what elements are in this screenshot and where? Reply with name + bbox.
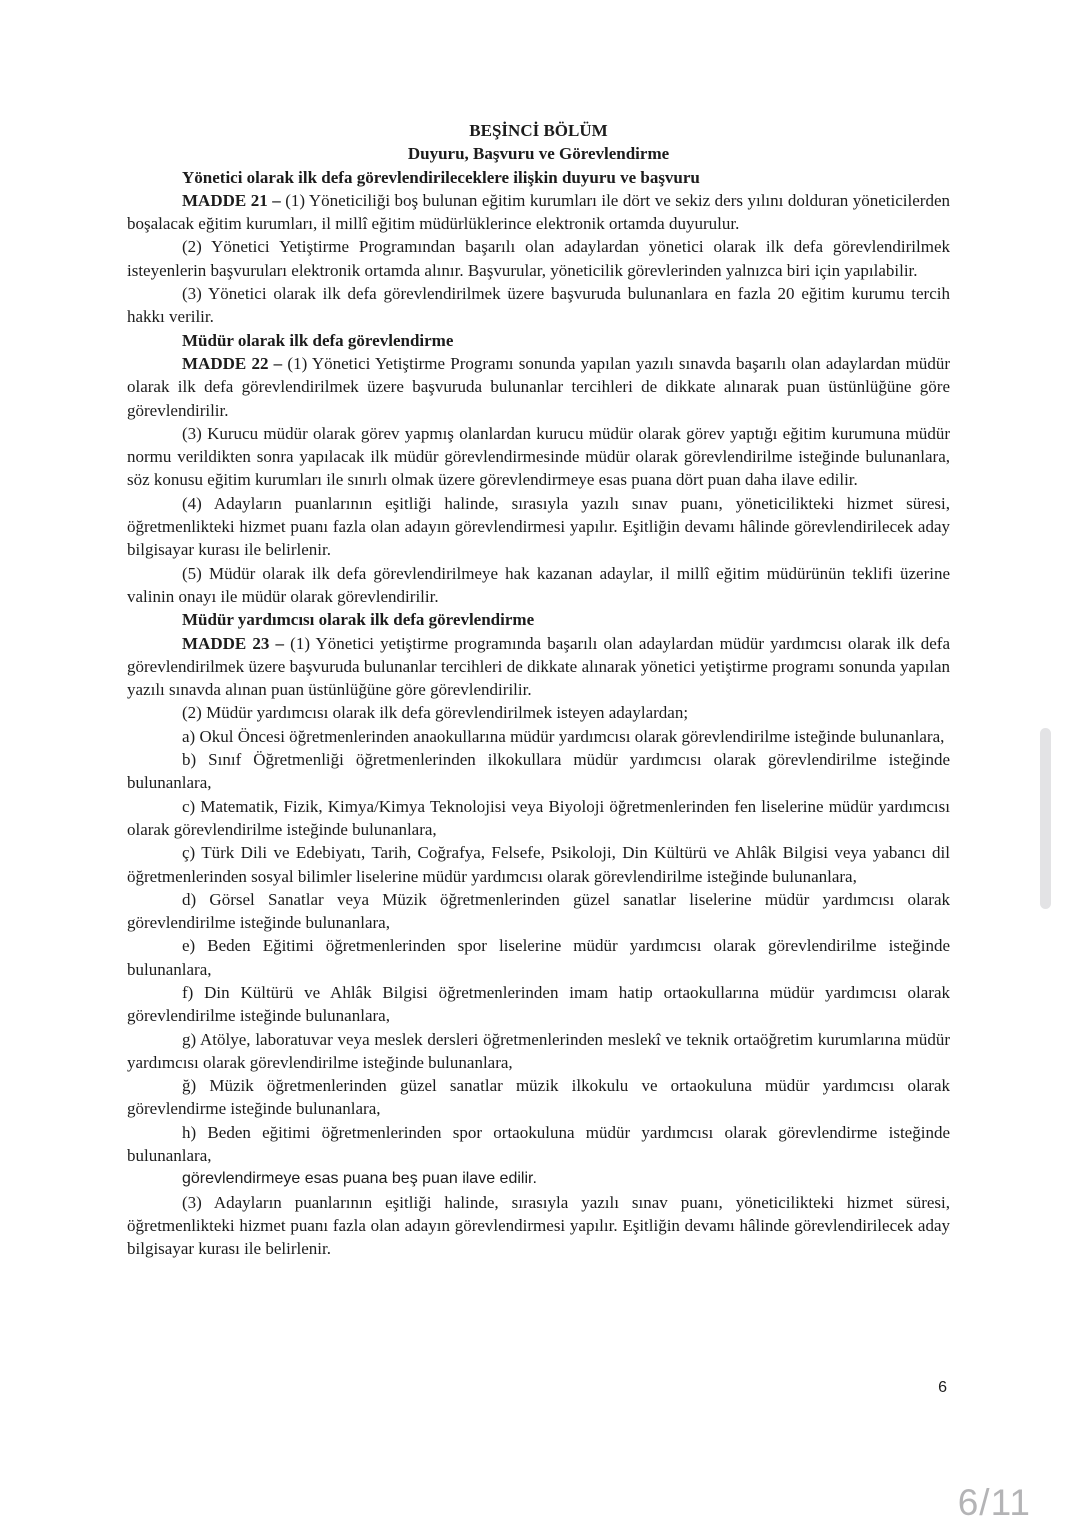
- scrollbar-thumb[interactable]: [1040, 728, 1051, 909]
- chapter-heading: BEŞİNCİ BÖLÜM: [469, 121, 608, 140]
- section-heading: Müdür olarak ilk defa görevlendirme: [182, 330, 454, 350]
- closing-clause: görevlendirmeye esas puana beş puan ilave edilir.: [182, 1170, 537, 1188]
- list-item: d) Görsel Sanatlar veya Müzik öğretmenlerinden güzel sanatlar liselerine müdür yardımcısı olarak görevlendirilme isteğinde bulunanlara,: [127, 889, 950, 933]
- article-paragraph: (2) Müdür yardımcısı olarak ilk defa görevlendirilmek isteyen adaylardan;: [182, 703, 689, 723]
- article-paragraph: (3) Kurucu müdür olarak görev yapmış olanlardan kurucu müdür olarak görev yaptığı eğitim kurumuna müdür normu verildikten sonra yapılacak ilk müdür görevlendirmesinde müdür olarak görevlendirilme isteğinde bulunanlara, söz konusu eğitim kurumları ile sınırlı olmak üzere görevlendirmeye esas puana dört puan daha ilave edilir.: [127, 423, 950, 490]
- article-paragraph: (2) Yönetici Yetiştirme Programından başarılı olan adaylardan yönetici olarak ilk defa görevlendirilmek isteyenlerin başvuruları elektronik ortamda alınır. Başvurular, yöneticilik görevlerinden yalnızca biri için yapılabilir.: [127, 237, 950, 280]
- article-number: MADDE 21 –: [182, 190, 286, 210]
- page-indicator-badge: 6/11: [957, 1482, 1031, 1523]
- article-paragraph: (3) Adayların puanlarının eşitliği halinde, sırasıyla yazılı sınav puanı, yöneticilikteki hizmet süresi, öğretmenlikteki hizmet puanı fazla olan adayın görevlendirmesi yapılır. Eşitliğin devamı hâlinde görevlendirilecek aday bilgisayar kurası ile belirlenir.: [127, 1192, 950, 1259]
- article-paragraph: (5) Müdür olarak ilk defa görevlendirilmeye hak kazanan adaylar, il millî eğitim müdürünün teklifi üzerine valinin onayı ile müdür olarak görevlendirilir.: [127, 563, 950, 606]
- list-item: ç) Türk Dili ve Edebiyatı, Tarih, Coğrafya, Felsefe, Psikoloji, Din Kültürü ve Ahlâk Bilgisi veya yabancı dil öğretmenlerinden sosyal bilimler liselerine müdür yardımcısı olarak görevlendirilme isteğinde bulunanlara,: [127, 843, 950, 886]
- list-item: c) Matematik, Fizik, Kimya/Kimya Teknolojisi veya Biyoloji öğretmenlerinden fen liselerine müdür yardımcısı olarak görevlendirilme isteğinde bulunanlara,: [127, 796, 950, 839]
- page-number: 6: [938, 1379, 947, 1396]
- document-content: [127, 119, 950, 1261]
- list-item: h) Beden eğitimi öğretmenlerinden spor ortaokuluna müdür yardımcısı olarak görevlendirme isteğinde bulunanlara,: [127, 1122, 950, 1166]
- chapter-subheading: Duyuru, Başvuru ve Görevlendirme: [407, 144, 670, 164]
- section-heading: Müdür yardımcısı olarak ilk defa görevlendirme: [182, 610, 535, 630]
- article-paragraph: (4) Adayların puanlarının eşitliği halinde, sırasıyla yazılı sınav puanı, yöneticilikteki hizmet süresi, öğretmenlikteki hizmet puanı fazla olan adayın görevlendirmesi yapılır. Eşitliğin devamı hâlinde görevlendirilecek aday bilgisayar kurası ile belirlenir.: [127, 493, 950, 560]
- article-number: MADDE 22 –: [182, 353, 288, 373]
- list-item: e) Beden Eğitimi öğretmenlerinden spor liselerine müdür yardımcısı olarak görevlendirilme isteğinde bulunanlara,: [127, 936, 950, 979]
- article-paragraph: MADDE 21 – (1) Yöneticiliği boş bulunan eğitim kurumları ile dört ve sekiz ders yılını dolduran yöneticilerden boşalacak eğitim kurumları, il millî eğitim müdürlüklerince elektronik ortamda duyurulur.: [127, 190, 950, 234]
- list-item: b) Sınıf Öğretmenliği öğretmenlerinden ilkokullara müdür yardımcısı olarak görevlendirilme isteğinde bulunanlara,: [127, 750, 950, 793]
- list-item: g) Atölye, laboratuvar veya meslek dersleri öğretmenlerinden meslekî ve teknik ortaöğretim kurumlarına müdür yardımcısı olarak görevlendirilme isteğinde bulunanlara,: [127, 1029, 950, 1072]
- article-number: MADDE 23 –: [182, 633, 291, 653]
- article-paragraph: MADDE 22 – (1) Yönetici Yetiştirme Programı sonunda yapılan yazılı sınavda başarılı olan adaylardan müdür olarak ilk defa görevlendirilmek üzere başvuruda bulunanlar tercihleri de dikkate alınarak puan üstünlüğüne göre görevlendirilir.: [127, 353, 950, 420]
- article-paragraph: MADDE 23 – (1) Yönetici yetiştirme programında başarılı olan adaylardan müdür yardımcısı olarak ilk defa görevlendirilmek üzere başvuruda bulunanlar tercihleri de dikkate alınarak yönetici yetiştirme programı sonunda yapılan yazılı sınavda alınan puan üstünlüğüne göre görevlendirilir.: [127, 633, 951, 700]
- list-item: ğ) Müzik öğretmenlerinden güzel sanatlar müzik ilkokulu ve ortaokuluna müdür yardımcısı olarak görevlendirme isteğinde bulunanlara,: [127, 1076, 950, 1119]
- article-paragraph: (3) Yönetici olarak ilk defa görevlendirilmek üzere başvuruda bulunanlara en fazla 20 eğitim kurumu tercih hakkı verilir.: [127, 284, 950, 327]
- list-item: f) Din Kültürü ve Ahlâk Bilgisi öğretmenlerinden imam hatip ortaokullarına müdür yardımcısı olarak görevlendirilme isteğinde bulunanlara,: [127, 982, 950, 1026]
- section-heading: Yönetici olarak ilk defa görevlendirileceklere ilişkin duyuru ve başvuru: [182, 167, 700, 187]
- list-item: a) Okul Öncesi öğretmenlerinden anaokullarına müdür yardımcısı olarak görevlendirilme isteğinde bulunanlara,: [182, 726, 945, 746]
